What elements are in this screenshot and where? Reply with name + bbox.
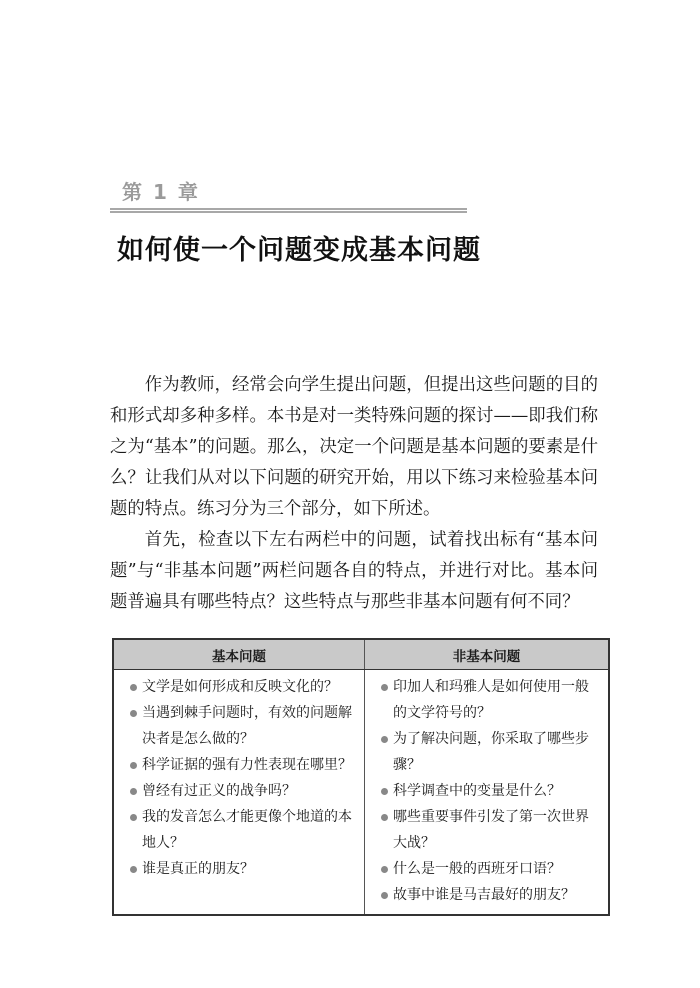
comparison-table (112, 638, 610, 916)
list-item: 科学证据的强有力性表现在哪里？ (130, 752, 356, 778)
paragraph: 作为教师，经常会向学生提出问题，但提出这些问题的目的和形式却多种多样。本书是对一类特殊问题的探讨——即我们称之为“基本”的问题。那么，决定一个问题是基本问题的要素是什么？让我们从对以下问题的研究开始，用以下练习来检验基本问题的特点。练习分为三个部分，如下所述。 (110, 375, 598, 519)
list-item: 文学是如何形成和反映文化的？ (130, 674, 356, 700)
list-item: 故事中谁是马吉最好的朋友？ (381, 882, 600, 908)
list-item: 什么是一般的西班牙口语？ (381, 856, 600, 882)
essential-column (113, 670, 365, 916)
list-item: 哪些重要事件引发了第一次世界大战？ (381, 804, 600, 856)
list-item: 当遇到棘手问题时，有效的问题解决者是怎么做的？ (130, 700, 356, 752)
list-item: 科学调查中的变量是什么？ (381, 778, 600, 804)
body-text (110, 370, 598, 618)
non-essential-column (365, 670, 610, 916)
list-item: 我的发音怎么才能更像个地道的本地人？ (130, 804, 356, 856)
table-row (113, 670, 609, 916)
list-item: 为了解决问题，你采取了哪些步骤？ (381, 726, 600, 778)
chapter-label: 第 1 章 (122, 180, 200, 204)
chapter-divider (110, 208, 467, 213)
header-non-essential: 非基本问题 (365, 639, 610, 670)
chapter-title: 如何使一个问题变成基本问题 (117, 235, 481, 266)
table-header-row (113, 639, 609, 670)
header-essential: 基本问题 (113, 639, 365, 670)
list-item: 谁是真正的朋友？ (130, 856, 356, 882)
list-item: 曾经有过正义的战争吗？ (130, 778, 356, 804)
list-item: 印加人和玛雅人是如何使用一般的文学符号的？ (381, 674, 600, 726)
paragraph: 首先，检查以下左右两栏中的问题，试着找出标有“基本问题”与“非基本问题”两栏问题各自的特点，并进行对比。基本问题普遍具有哪些特点？这些特点与那些非基本问题有何不同？ (110, 530, 598, 612)
